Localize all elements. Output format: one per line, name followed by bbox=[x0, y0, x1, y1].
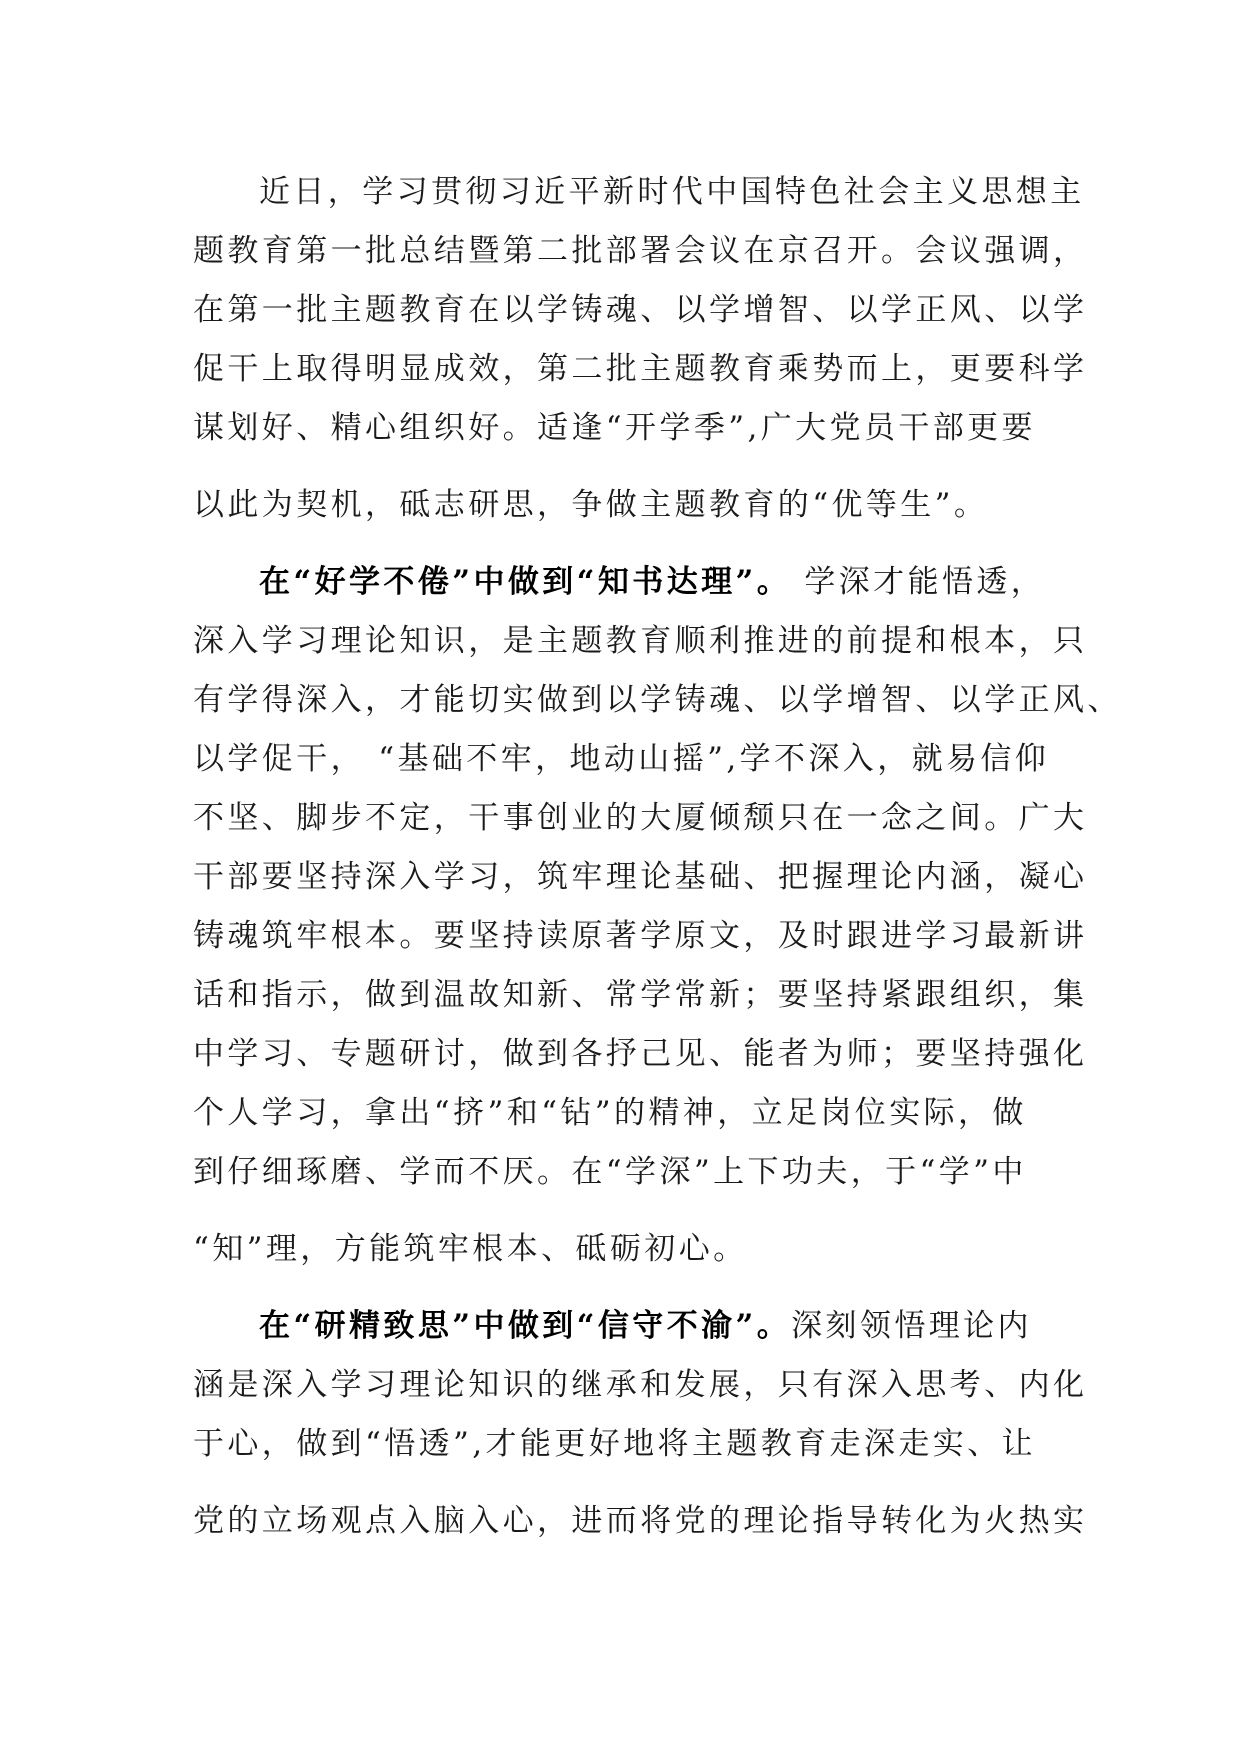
section-heading: 在“研精致思”中做到“信守不渝”。 bbox=[259, 1308, 792, 1344]
text-line: 以此为契机，砥志研思，争做主题教育的“优等生”。 bbox=[193, 487, 989, 523]
text-line: 题教育第一批总结暨第二批部署会议在京召开。会议强调， bbox=[193, 233, 1088, 269]
text-line: 不坚、脚步不定，干事创业的大厦倾颓只在一念之间。广大 bbox=[193, 800, 1088, 836]
paragraph-intro bbox=[193, 163, 1088, 535]
text-line: 党的立场观点入脑入心，进而将党的理论指导转化为火热实 bbox=[193, 1503, 1088, 1539]
text-line: 近日，学习贯彻习近平新时代中国特色社会主义思想主 bbox=[259, 174, 1085, 210]
text-run: 学深才能悟透， bbox=[791, 564, 1046, 600]
paragraph-first-line bbox=[193, 553, 1053, 612]
text-line: 话和指示，做到温故知新、常学常新；要坚持紧跟组织，集 bbox=[193, 977, 1088, 1013]
text-line: 到仔细琢磨、学而不厌。在“学深”上下功夫，于“学”中 bbox=[193, 1154, 1027, 1190]
text-line: 有学得深入，才能切实做到以学铸魂、以学增智、以学正风、 bbox=[193, 682, 1122, 718]
text-line: 铸魂筑牢根本。要坚持读原著学原文，及时跟进学习最新讲 bbox=[193, 918, 1088, 954]
text-line: “知”理，方能筑牢根本、砥砺初心。 bbox=[193, 1231, 748, 1267]
paragraph-study-diligently bbox=[193, 553, 1122, 1279]
paragraph-first-line bbox=[193, 1297, 1053, 1356]
text-run: 深刻领悟理论内 bbox=[791, 1308, 1032, 1344]
text-line: 促干上取得明显成效，第二批主题教育乘势而上，更要科学 bbox=[193, 351, 1088, 387]
text-line: 干部要坚持深入学习，筑牢理论基础、把握理论内涵，凝心 bbox=[193, 859, 1088, 895]
section-heading: 在“好学不倦”中做到“知书达理”。 bbox=[259, 564, 792, 600]
text-line: 于心，做到“悟透”,才能更好地将主题教育走深走实、让 bbox=[193, 1426, 1036, 1462]
text-line: 涵是深入学习理论知识的继承和发展，只有深入思考、内化 bbox=[193, 1367, 1088, 1403]
text-line: 谋划好、精心组织好。适逢“开学季”,广大党员干部更要 bbox=[193, 410, 1036, 446]
text-line: 深入学习理论知识，是主题教育顺利推进的前提和根本，只 bbox=[193, 623, 1088, 659]
text-line: 以学促干， “基础不牢，地动山摇”,学不深入，就易信仰 bbox=[193, 741, 1050, 777]
text-line: 在第一批主题教育在以学铸魂、以学增智、以学正风、以学 bbox=[193, 292, 1088, 328]
text-line: 中学习、专题研讨，做到各抒己见、能者为师；要坚持强化 bbox=[193, 1036, 1088, 1072]
text-line: 个人学习，拿出“挤”和“钻”的精神，立足岗位实际，做 bbox=[193, 1095, 1027, 1131]
paragraph-deep-thinking bbox=[193, 1297, 1088, 1551]
document-body bbox=[193, 163, 1122, 1551]
